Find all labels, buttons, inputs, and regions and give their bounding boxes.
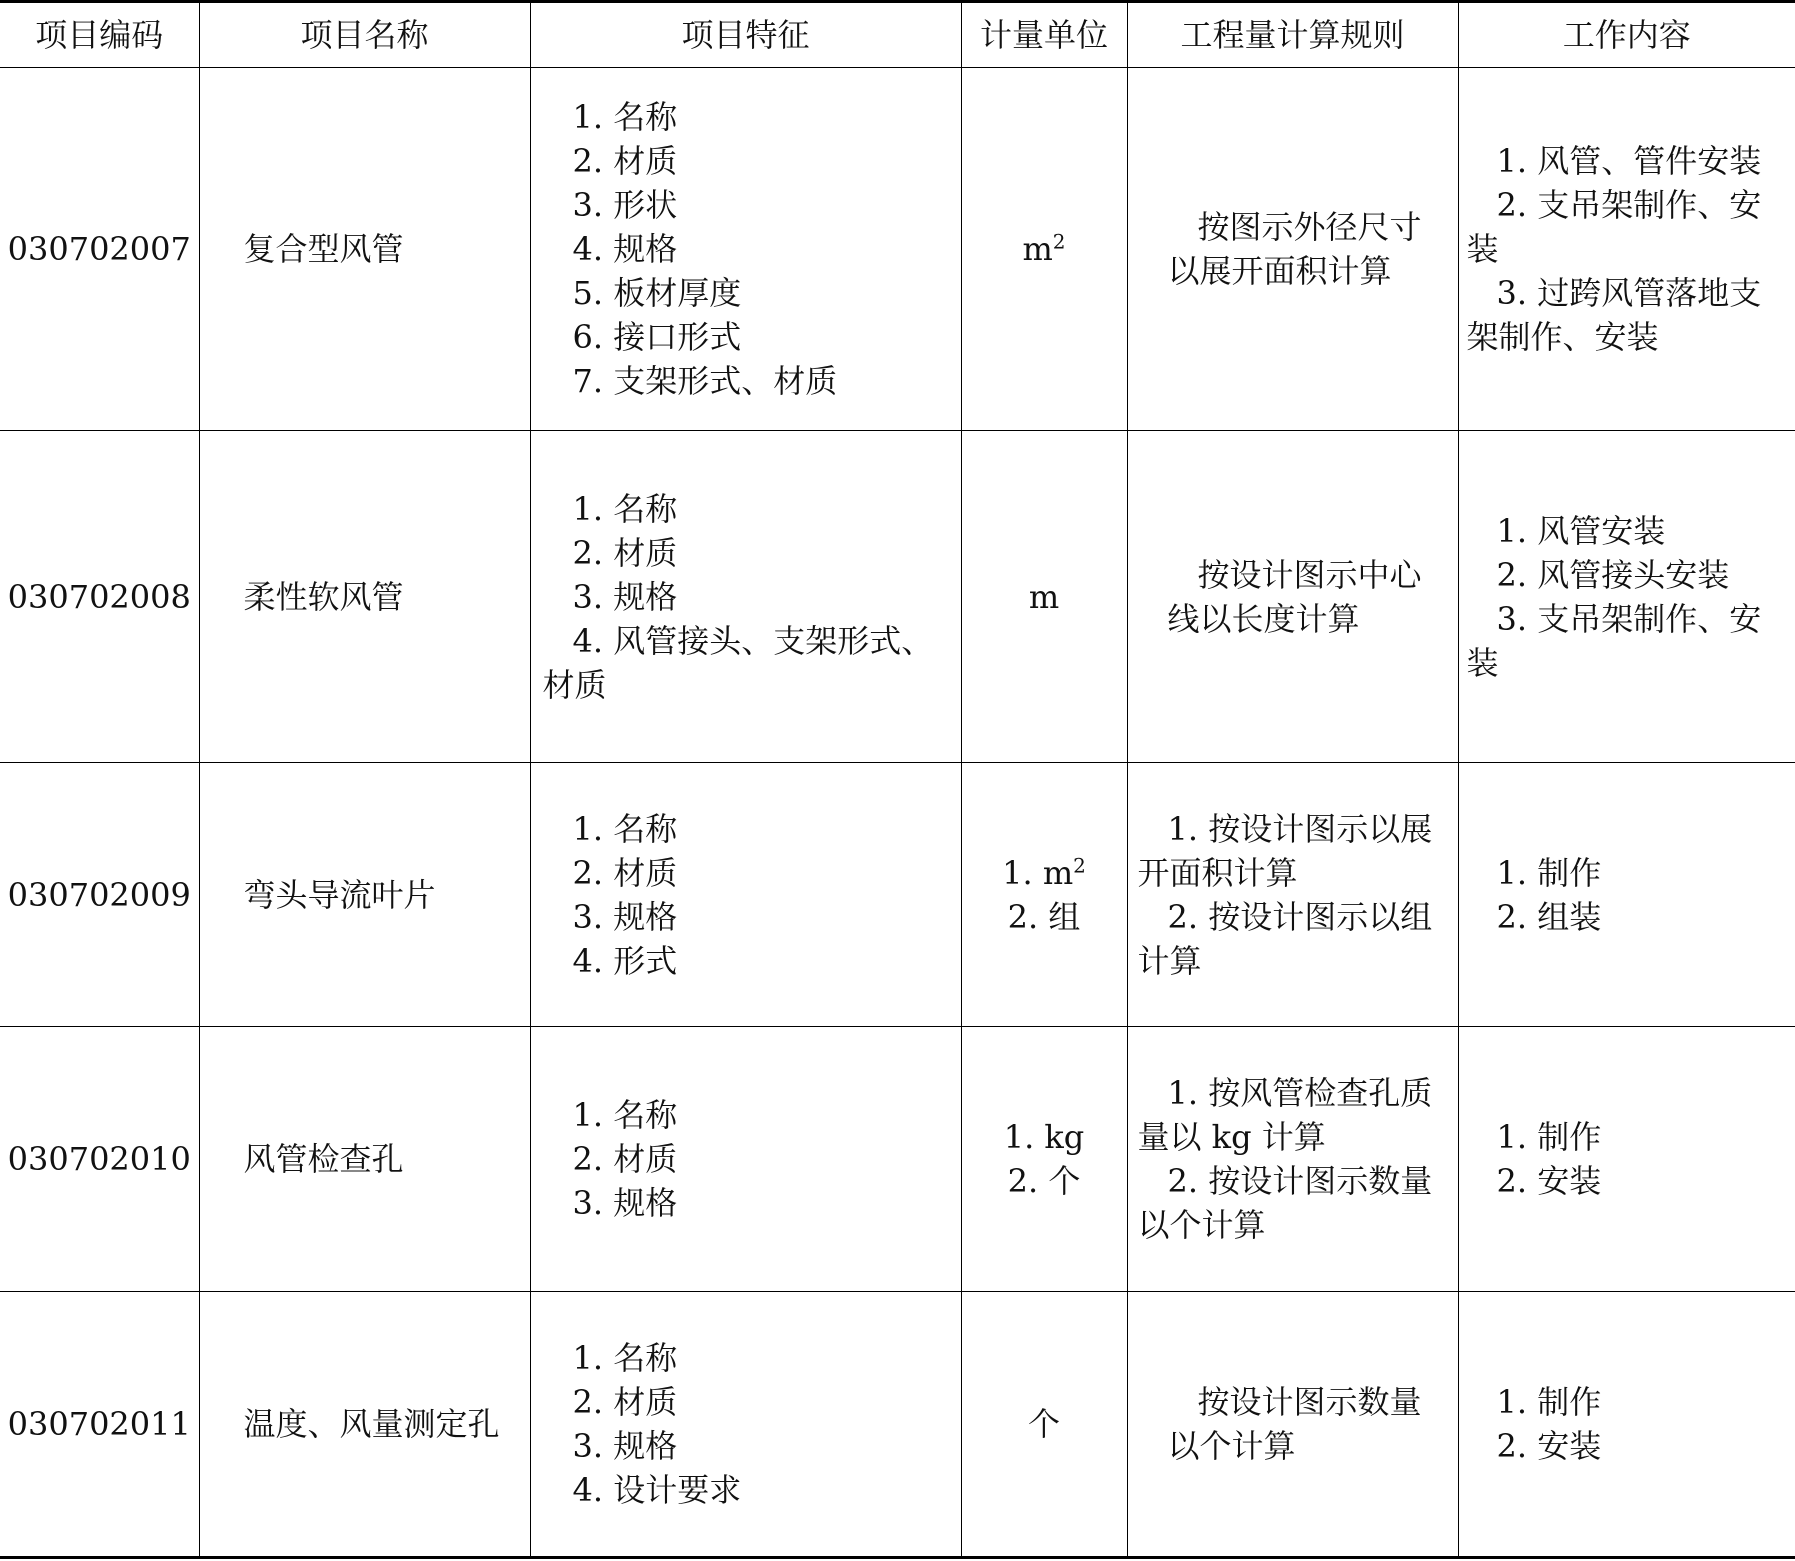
item-features <box>530 763 961 1027</box>
item-rule <box>1127 1027 1458 1292</box>
header-rule: 工程量计算规则 <box>1127 2 1458 68</box>
item-rule <box>1127 431 1458 763</box>
work-line: 2. 安装 <box>1496 1427 1602 1465</box>
item-code: 030702008 <box>0 431 199 763</box>
item-name: 柔性软风管 <box>199 431 530 763</box>
feature-line: 4. 风管接头、支架形式、材质 <box>542 621 934 704</box>
feature-line: 2. 材质 <box>572 142 678 180</box>
item-unit <box>961 763 1127 1027</box>
item-name: 温度、风量测定孔 <box>199 1292 530 1558</box>
feature-line: 1. 名称 <box>572 489 678 528</box>
feature-line: 2. 材质 <box>572 533 678 572</box>
table-row <box>0 431 1795 763</box>
feature-line: 2. 材质 <box>572 1140 678 1178</box>
rule-line: 1. 按风管检查孔质量以 kg 计算 <box>1137 1074 1433 1156</box>
item-unit <box>961 1292 1127 1558</box>
feature-line: 2. 材质 <box>572 1383 678 1421</box>
rule-line: 2. 按设计图示以组计算 <box>1137 897 1433 980</box>
work-line: 3. 支吊架制作、安装 <box>1466 599 1762 682</box>
work-line: 1. 制作 <box>1496 1118 1602 1156</box>
rule-line: 按设计图示数量以个计算 <box>1167 1383 1422 1465</box>
header-features: 项目特征 <box>530 2 961 68</box>
work-line: 1. 制作 <box>1496 1383 1602 1421</box>
unit-line: 2. 组 <box>1007 897 1081 936</box>
feature-line: 1. 名称 <box>572 809 678 848</box>
item-work <box>1458 763 1795 1027</box>
item-code: 030702010 <box>0 1027 199 1292</box>
item-work <box>1458 431 1795 763</box>
feature-line: 3. 规格 <box>572 577 678 616</box>
item-features <box>530 431 961 763</box>
item-work <box>1458 1292 1795 1558</box>
unit-line: 2. 个 <box>1007 1162 1081 1200</box>
feature-line: 4. 规格 <box>572 230 678 268</box>
header-name: 项目名称 <box>199 2 530 68</box>
item-rule <box>1127 1292 1458 1558</box>
item-name: 弯头导流叶片 <box>199 763 530 1027</box>
work-line: 2. 组装 <box>1496 897 1602 936</box>
unit-line: $m^2$ <box>1022 229 1066 268</box>
rule-line: 按设计图示中心线以长度计算 <box>1167 555 1422 638</box>
feature-line: 2. 材质 <box>572 853 678 892</box>
item-rule <box>1127 68 1458 431</box>
feature-line: 1. 名称 <box>572 1096 678 1134</box>
rule-line: 1. 按设计图示以展开面积计算 <box>1137 809 1433 892</box>
feature-line: 5. 板材厚度 <box>572 274 742 312</box>
item-code: 030702007 <box>0 68 199 431</box>
feature-line: 6. 接口形式 <box>572 318 742 356</box>
work-line: 3. 过跨风管落地支架制作、安装 <box>1466 274 1762 356</box>
table-row <box>0 1292 1795 1558</box>
item-features <box>530 68 961 431</box>
table-row <box>0 1027 1795 1292</box>
work-line: 2. 风管接头安装 <box>1496 555 1730 594</box>
unit-line: 个 <box>1027 1405 1060 1443</box>
item-work <box>1458 1027 1795 1292</box>
header-code: 项目编码 <box>0 2 199 68</box>
work-line: 2. 安装 <box>1496 1162 1602 1200</box>
item-name: 风管检查孔 <box>199 1027 530 1292</box>
feature-line: 4. 形式 <box>572 941 678 980</box>
feature-line: 3. 规格 <box>572 1184 678 1222</box>
header-work: 工作内容 <box>1458 2 1795 68</box>
work-line: 1. 风管、管件安装 <box>1496 142 1762 180</box>
feature-line: 4. 设计要求 <box>572 1471 742 1509</box>
item-code: 030702011 <box>0 1292 199 1558</box>
feature-line: 3. 规格 <box>572 1427 678 1465</box>
feature-line: 1. 名称 <box>572 98 678 136</box>
rule-line: 2. 按设计图示数量以个计算 <box>1137 1162 1433 1244</box>
item-features <box>530 1027 961 1292</box>
item-rule <box>1127 763 1458 1027</box>
work-line: 1. 制作 <box>1496 853 1602 892</box>
unit-line: 1. kg <box>1003 1118 1085 1156</box>
item-unit <box>961 68 1127 431</box>
item-unit <box>961 1027 1127 1292</box>
table-row <box>0 68 1795 431</box>
item-features <box>530 1292 961 1558</box>
item-unit <box>961 431 1127 763</box>
unit-line: m <box>1028 577 1060 616</box>
header-unit: 计量单位 <box>961 2 1127 68</box>
item-name: 复合型风管 <box>199 68 530 431</box>
feature-line: 7. 支架形式、材质 <box>572 362 838 400</box>
item-work <box>1458 68 1795 431</box>
work-line: 1. 风管安装 <box>1496 511 1666 550</box>
table-row <box>0 763 1795 1027</box>
unit-line: 1. $m^2$ <box>1002 852 1086 892</box>
header-row <box>0 2 1795 68</box>
feature-line: 1. 名称 <box>572 1339 678 1377</box>
feature-line: 3. 规格 <box>572 897 678 936</box>
feature-line: 3. 形状 <box>572 186 678 224</box>
work-line: 2. 支吊架制作、安装 <box>1466 186 1762 268</box>
item-code: 030702009 <box>0 763 199 1027</box>
rule-line: 按图示外径尺寸以展开面积计算 <box>1167 208 1422 290</box>
